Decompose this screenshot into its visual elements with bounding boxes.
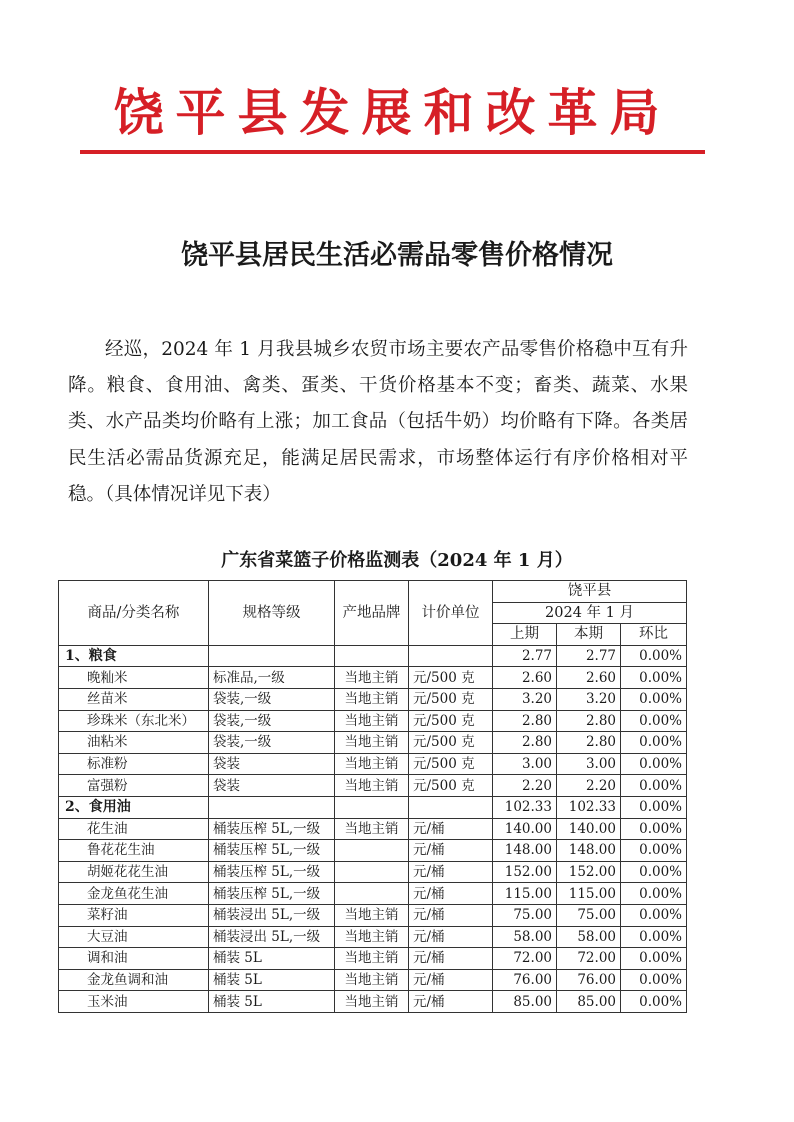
table-row [59, 926, 687, 948]
prev-price: 140.00 [493, 818, 557, 840]
curr-price: 2.20 [557, 775, 621, 797]
table-row [59, 861, 687, 883]
table-row [59, 710, 687, 732]
item-unit: 元/桶 [409, 904, 493, 926]
item-spec: 袋装,一级 [209, 732, 335, 754]
item-spec: 袋装,一级 [209, 688, 335, 710]
change-rate: 0.00% [621, 710, 687, 732]
item-spec: 桶装压榨 5L,一级 [209, 840, 335, 862]
item-name: 金龙鱼调和油 [59, 969, 209, 991]
category-name: 1、粮食 [59, 645, 209, 667]
item-unit: 元/500 克 [409, 753, 493, 775]
item-name: 玉米油 [59, 991, 209, 1013]
item-unit: 元/桶 [409, 948, 493, 970]
item-origin: 当地主销 [335, 710, 409, 732]
curr-price: 2.77 [557, 645, 621, 667]
header-period: 2024 年 1 月 [493, 602, 687, 624]
curr-price: 2.60 [557, 667, 621, 689]
category-row-grain [59, 645, 687, 667]
item-spec: 袋装,一级 [209, 710, 335, 732]
change-rate: 0.00% [621, 732, 687, 754]
document-title: 饶平县居民生活必需品零售价格情况 [181, 240, 613, 271]
letterhead [80, 78, 705, 158]
prev-price: 2.77 [493, 645, 557, 667]
item-origin [335, 840, 409, 862]
change-rate: 0.00% [621, 667, 687, 689]
item-name: 花生油 [59, 818, 209, 840]
item-spec: 标准品,一级 [209, 667, 335, 689]
table-row [59, 753, 687, 775]
item-spec: 桶装压榨 5L,一级 [209, 883, 335, 905]
item-origin: 当地主销 [335, 991, 409, 1013]
category-row-edible-oil [59, 796, 687, 818]
item-origin: 当地主销 [335, 818, 409, 840]
item-spec: 袋装 [209, 775, 335, 797]
item-unit: 元/桶 [409, 991, 493, 1013]
item-unit: 元/500 克 [409, 688, 493, 710]
item-name: 标准粉 [59, 753, 209, 775]
curr-price: 140.00 [557, 818, 621, 840]
prev-price: 85.00 [493, 991, 557, 1013]
item-origin: 当地主销 [335, 775, 409, 797]
item-origin [335, 883, 409, 905]
letterhead-rule [80, 150, 705, 154]
curr-price: 85.00 [557, 991, 621, 1013]
change-rate: 0.00% [621, 818, 687, 840]
item-origin: 当地主销 [335, 688, 409, 710]
curr-price: 76.00 [557, 969, 621, 991]
change-rate: 0.00% [621, 948, 687, 970]
curr-price: 3.20 [557, 688, 621, 710]
item-name: 珍珠米（东北米） [59, 710, 209, 732]
item-name: 大豆油 [59, 926, 209, 948]
item-spec: 桶装压榨 5L,一级 [209, 818, 335, 840]
change-rate: 0.00% [621, 883, 687, 905]
change-rate: 0.00% [621, 840, 687, 862]
curr-price: 75.00 [557, 904, 621, 926]
table-row [59, 904, 687, 926]
table-row [59, 688, 687, 710]
curr-price: 115.00 [557, 883, 621, 905]
table-row [59, 732, 687, 754]
item-spec: 桶装浸出 5L,一级 [209, 904, 335, 926]
item-name: 晚籼米 [59, 667, 209, 689]
header-name: 商品/分类名称 [59, 581, 209, 646]
item-unit: 元/桶 [409, 883, 493, 905]
prev-price: 2.80 [493, 710, 557, 732]
item-spec: 桶装 5L [209, 948, 335, 970]
price-table [58, 580, 687, 1013]
table-row [59, 969, 687, 991]
item-name: 金龙鱼花生油 [59, 883, 209, 905]
item-unit: 元/桶 [409, 969, 493, 991]
item-name: 调和油 [59, 948, 209, 970]
item-origin: 当地主销 [335, 969, 409, 991]
prev-price: 75.00 [493, 904, 557, 926]
change-rate: 0.00% [621, 969, 687, 991]
prev-price: 148.00 [493, 840, 557, 862]
change-rate: 0.00% [621, 775, 687, 797]
table-body [59, 645, 687, 1012]
header-prev: 上期 [493, 624, 557, 646]
curr-price: 3.00 [557, 753, 621, 775]
table-row [59, 818, 687, 840]
item-unit: 元/桶 [409, 861, 493, 883]
table-row [59, 991, 687, 1013]
item-name: 鲁花花生油 [59, 840, 209, 862]
change-rate: 0.00% [621, 861, 687, 883]
prev-price: 102.33 [493, 796, 557, 818]
header-change: 环比 [621, 624, 687, 646]
item-unit: 元/桶 [409, 818, 493, 840]
item-origin: 当地主销 [335, 753, 409, 775]
item-spec: 袋装 [209, 753, 335, 775]
curr-price: 58.00 [557, 926, 621, 948]
item-spec: 桶装 5L [209, 991, 335, 1013]
item-name: 丝苗米 [59, 688, 209, 710]
change-rate: 0.00% [621, 753, 687, 775]
table-title: 广东省菜篮子价格监测表（2024 年 1 月） [221, 550, 573, 571]
curr-price: 152.00 [557, 861, 621, 883]
item-name: 富强粉 [59, 775, 209, 797]
table-header [59, 581, 687, 646]
curr-price: 102.33 [557, 796, 621, 818]
curr-price: 2.80 [557, 732, 621, 754]
prev-price: 115.00 [493, 883, 557, 905]
item-spec: 桶装压榨 5L,一级 [209, 861, 335, 883]
prev-price: 3.00 [493, 753, 557, 775]
header-unit: 计价单位 [409, 581, 493, 646]
header-curr: 本期 [557, 624, 621, 646]
item-origin: 当地主销 [335, 948, 409, 970]
item-origin [335, 861, 409, 883]
table-row [59, 840, 687, 862]
prev-price: 72.00 [493, 948, 557, 970]
item-name: 胡姬花花生油 [59, 861, 209, 883]
prev-price: 152.00 [493, 861, 557, 883]
curr-price: 148.00 [557, 840, 621, 862]
change-rate: 0.00% [621, 688, 687, 710]
prev-price: 58.00 [493, 926, 557, 948]
item-name: 菜籽油 [59, 904, 209, 926]
item-spec: 桶装 5L [209, 969, 335, 991]
item-unit: 元/500 克 [409, 667, 493, 689]
table-row [59, 883, 687, 905]
item-name: 油粘米 [59, 732, 209, 754]
prev-price: 76.00 [493, 969, 557, 991]
change-rate: 0.00% [621, 645, 687, 667]
item-unit: 元/桶 [409, 926, 493, 948]
item-unit: 元/500 克 [409, 710, 493, 732]
prev-price: 2.20 [493, 775, 557, 797]
prev-price: 2.60 [493, 667, 557, 689]
header-spec: 规格等级 [209, 581, 335, 646]
header-origin: 产地品牌 [335, 581, 409, 646]
change-rate: 0.00% [621, 796, 687, 818]
table-row [59, 775, 687, 797]
change-rate: 0.00% [621, 904, 687, 926]
item-unit: 元/桶 [409, 840, 493, 862]
org-name: 饶平县发展和改革局 [113, 83, 672, 142]
item-spec: 桶装浸出 5L,一级 [209, 926, 335, 948]
item-origin: 当地主销 [335, 732, 409, 754]
prev-price: 2.80 [493, 732, 557, 754]
table-row [59, 667, 687, 689]
item-origin: 当地主销 [335, 667, 409, 689]
table-row [59, 948, 687, 970]
prev-price: 3.20 [493, 688, 557, 710]
change-rate: 0.00% [621, 991, 687, 1013]
item-origin: 当地主销 [335, 904, 409, 926]
item-unit: 元/500 克 [409, 732, 493, 754]
body-paragraph: 经巡，2024 年 1 月我县城乡农贸市场主要农产品零售价格稳中互有升降。粮食、食用油、禽类、蛋类、干货价格基本不变；畜类、蔬菜、水果类、水产品类均价略有上涨；加工食品（包括牛奶）均价略有下降。各类居民生活必需品货源充足，能满足居民需求，市场整体运行有序价格相对平稳。（具体情况详见下表） [68, 339, 688, 505]
item-unit: 元/500 克 [409, 775, 493, 797]
header-region: 饶平县 [493, 581, 687, 603]
item-origin: 当地主销 [335, 926, 409, 948]
curr-price: 2.80 [557, 710, 621, 732]
change-rate: 0.00% [621, 926, 687, 948]
curr-price: 72.00 [557, 948, 621, 970]
category-name: 2、食用油 [59, 796, 209, 818]
